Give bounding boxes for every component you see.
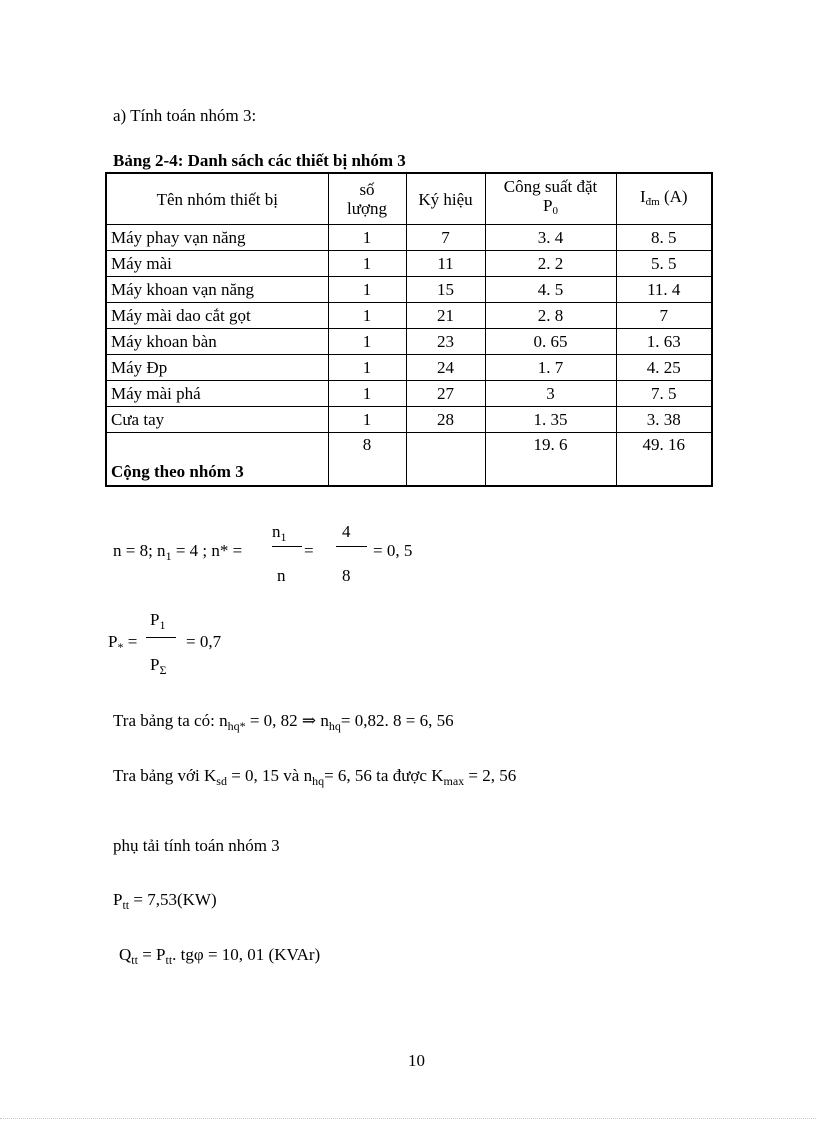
page-number: 10 — [408, 1051, 425, 1070]
header-symbol: Ký hiệu — [406, 173, 485, 225]
cell-current: 1. 63 — [616, 329, 712, 355]
table-row — [106, 303, 712, 329]
cell-qty: 1 — [328, 355, 406, 381]
section-heading: a) Tính toán nhóm 3: — [113, 106, 257, 125]
equation-nhq: Tra bảng ta có: $n_{hq*} = 0$, 82 ⇒ $n_{hq}= 0,82$. 8 = 6, 56 — [113, 711, 454, 733]
implies-arrow-icon: ⇒ — [301, 711, 317, 730]
equation-qtt: $Q_{tt} = P_{tt}$. tgφ = 10, 01 (KVAr) — [119, 945, 321, 967]
cell-power: 1. 35 — [485, 407, 616, 433]
cell-current: 4. 25 — [616, 355, 712, 381]
total-current: 49. 16 — [616, 433, 712, 487]
equipment-table — [105, 172, 713, 487]
cell-power: 3 — [485, 381, 616, 407]
cell-current: 3. 38 — [616, 407, 712, 433]
cell-qty: 1 — [328, 303, 406, 329]
equation-kmax: Tra bảng với $K_{sd} = 0$, 15 và $n_{hq}= 6$, 56 ta được $K_{max} = 2$, 56 — [113, 766, 517, 788]
cell-symbol: 24 — [406, 355, 485, 381]
cell-name: Máy mài dao cắt gọt — [106, 303, 328, 329]
total-symbol — [406, 433, 485, 487]
table-row — [106, 277, 712, 303]
table-row — [106, 329, 712, 355]
cell-name: Máy khoan vạn năng — [106, 277, 328, 303]
cell-symbol: 28 — [406, 407, 485, 433]
cell-qty: 1 — [328, 225, 406, 251]
table-row — [106, 251, 712, 277]
table-header-row — [106, 173, 712, 225]
equation-ptt: $P_{tt} = 7,53(KW)$ — [113, 890, 217, 912]
cell-symbol: 7 — [406, 225, 485, 251]
cell-symbol: 23 — [406, 329, 485, 355]
cell-name: Cưa tay — [106, 407, 328, 433]
total-power: 19. 6 — [485, 433, 616, 487]
cell-name: Máy Đp — [106, 355, 328, 381]
header-qty: số lượng — [328, 173, 406, 225]
table-row — [106, 225, 712, 251]
cell-qty: 1 — [328, 251, 406, 277]
table-row — [106, 381, 712, 407]
cell-power: 3. 4 — [485, 225, 616, 251]
cell-symbol: 21 — [406, 303, 485, 329]
page-bottom-divider — [0, 1118, 816, 1119]
header-power: Công suất đặt P0 — [485, 173, 616, 225]
cell-power: 0. 65 — [485, 329, 616, 355]
cell-name: Máy mài — [106, 251, 328, 277]
table-row — [106, 407, 712, 433]
cell-current: 7 — [616, 303, 712, 329]
header-current: Iđm (A) — [616, 173, 712, 225]
cell-qty: 1 — [328, 329, 406, 355]
cell-symbol: 11 — [406, 251, 485, 277]
cell-current: 8. 5 — [616, 225, 712, 251]
cell-current: 7. 5 — [616, 381, 712, 407]
cell-current: 5. 5 — [616, 251, 712, 277]
cell-name: Máy khoan bàn — [106, 329, 328, 355]
header-name: Tên nhóm thiết bị — [106, 173, 328, 225]
table-total-row — [106, 433, 712, 487]
cell-power: 2. 2 — [485, 251, 616, 277]
cell-name: Máy mài phá — [106, 381, 328, 407]
table-row — [106, 355, 712, 381]
cell-symbol: 15 — [406, 277, 485, 303]
table-caption: Bảng 2-4: Danh sách các thiết bị nhóm 3 — [113, 151, 406, 170]
cell-power: 4. 5 — [485, 277, 616, 303]
cell-name: Máy phay vạn năng — [106, 225, 328, 251]
cell-qty: 1 — [328, 407, 406, 433]
total-name: Cộng theo nhóm 3 — [106, 433, 328, 487]
cell-power: 1. 7 — [485, 355, 616, 381]
cell-qty: 1 — [328, 381, 406, 407]
cell-power: 2. 8 — [485, 303, 616, 329]
cell-current: 11. 4 — [616, 277, 712, 303]
cell-symbol: 27 — [406, 381, 485, 407]
cell-qty: 1 — [328, 277, 406, 303]
load-heading: phụ tải tính toán nhóm 3 — [113, 836, 280, 855]
total-qty: 8 — [328, 433, 406, 487]
